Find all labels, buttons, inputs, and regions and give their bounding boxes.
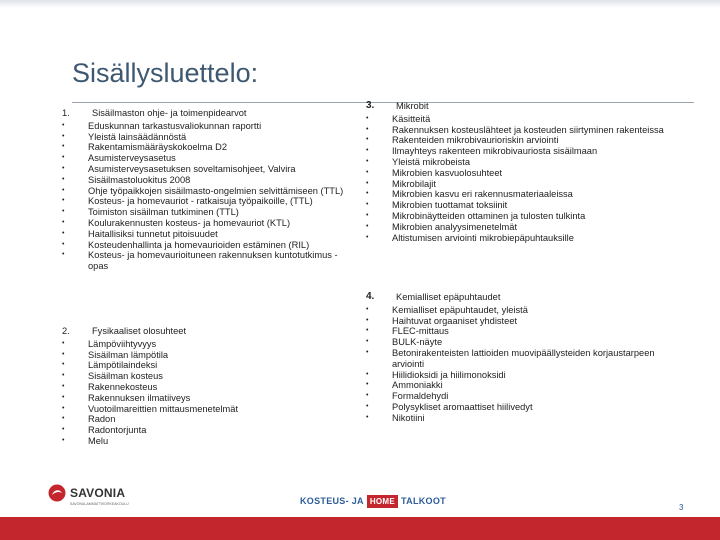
kosteus-home-talkoot-logo [300, 487, 446, 515]
list-item-text: Sisäilman lämpötila [88, 349, 169, 360]
list-item-text: Mikrobien tuottamat toksiinit [392, 200, 508, 211]
list-item [62, 153, 352, 164]
list-item-text: Mikrobien kasvuolosuhteet [392, 167, 503, 178]
list-item-text: Betonirakenteisten lattioiden muovipäällysteiden korjaustarpeen arviointi [392, 347, 655, 369]
list-item [366, 200, 666, 211]
bullet-icon: • [62, 415, 65, 423]
list-item [366, 157, 666, 168]
bullet-icon: • [366, 233, 369, 241]
list-item [366, 316, 666, 327]
section-2 [62, 326, 352, 447]
list-item [62, 218, 352, 229]
list-item-text: Rakennekosteus [88, 381, 158, 392]
section-1 [62, 108, 352, 272]
list-item-text: Rakennuksen kosteuslähteet ja kosteuden siirtyminen rakenteissa [392, 124, 664, 135]
list-item [366, 413, 666, 424]
section-header [62, 108, 352, 119]
list-item [366, 189, 666, 200]
list-item-text: Polysykliset aromaattiset hiilivedyt [392, 401, 533, 412]
list-item [366, 348, 666, 370]
bullet-icon: • [366, 201, 369, 209]
section-4 [366, 292, 666, 424]
list-item-text: Yleistä lainsäädännöstä [88, 131, 187, 142]
kh-logo-right: TALKOOT [401, 496, 446, 506]
list-item [62, 382, 352, 393]
bullet-icon: • [366, 211, 369, 219]
list-item [366, 402, 666, 413]
section-header [366, 292, 666, 303]
section-3 [366, 101, 666, 243]
bullet-icon: • [366, 157, 369, 165]
savonia-name: SAVONIA [70, 486, 126, 500]
list-item [62, 196, 352, 207]
list-item-text: Eduskunnan tarkastusvaliokunnan raportti [88, 120, 262, 131]
bullet-icon: • [366, 338, 369, 346]
list-item-text: Sisäilmastoluokitus 2008 [88, 174, 191, 185]
bullet-icon: • [62, 218, 65, 226]
list-item [62, 132, 352, 143]
list-item [366, 391, 666, 402]
bullet-icon: • [366, 402, 369, 410]
item-list [366, 305, 666, 424]
list-item-text: Asumisterveysasetus [88, 153, 176, 164]
bullet-icon: • [62, 121, 65, 129]
list-item [366, 326, 666, 337]
bottom-bar [0, 517, 720, 540]
bullet-icon: • [366, 413, 369, 421]
bullet-icon: • [62, 208, 65, 216]
list-item [366, 380, 666, 391]
bullet-icon: • [62, 175, 65, 183]
bullet-icon: • [366, 168, 369, 176]
item-list [62, 339, 352, 447]
savonia-subtitle: SAVONIA-AMMATTIKORKEAKOULU [70, 502, 129, 506]
list-item-text: Lämpötilaindeksi [88, 360, 158, 371]
list-item-text: Kosteudenhallinta ja homevaurioiden estäminen (RIL) [88, 239, 310, 250]
bullet-icon: • [62, 186, 65, 194]
list-item [62, 142, 352, 153]
list-item-text: Kosteus- ja homevaurioituneen rakennuksen kuntotutkimus -opas [88, 250, 338, 272]
bullet-icon: • [366, 114, 369, 122]
list-item [62, 175, 352, 186]
section-number: 3. [366, 100, 375, 111]
list-item-text: Ammoniakki [392, 380, 443, 391]
bullet-icon: • [366, 392, 369, 400]
list-item [62, 250, 352, 272]
list-item-text: BULK-näyte [392, 337, 443, 348]
bullet-icon: • [366, 381, 369, 389]
list-item [62, 186, 352, 197]
list-item-text: Yleistä mikrobeista [392, 156, 471, 167]
list-item-text: Radontorjunta [88, 425, 147, 436]
bullet-icon: • [366, 222, 369, 230]
section-number: 4. [366, 291, 375, 302]
list-item [62, 360, 352, 371]
list-item [62, 121, 352, 132]
section-header [62, 326, 352, 337]
list-item [62, 371, 352, 382]
kh-logo-house: HOME [367, 495, 398, 508]
item-list [62, 121, 352, 272]
list-item-text: Rakenteiden mikrobivaurioriskin arviointi [392, 135, 559, 146]
bullet-icon: • [366, 190, 369, 198]
list-item-text: Lämpöviihtyvyys [88, 338, 157, 349]
bullet-icon: • [366, 125, 369, 133]
list-item [366, 179, 666, 190]
bullet-icon: • [62, 426, 65, 434]
bullet-icon: • [62, 251, 65, 259]
list-item-text: Rakennuksen ilmatiiveys [88, 392, 191, 403]
bullet-icon: • [366, 179, 369, 187]
bullet-icon: • [62, 197, 65, 205]
list-item-text: Ilmayhteys rakenteen mikrobivauriosta sisäilmaan [392, 146, 598, 157]
list-item [366, 114, 666, 125]
bullet-icon: • [366, 316, 369, 324]
item-list [366, 114, 666, 244]
list-item [366, 370, 666, 381]
section-heading: Fysikaaliset olosuhteet [92, 326, 187, 336]
list-item-text: Mikrobilajit [392, 178, 436, 189]
list-item [62, 436, 352, 447]
bullet-icon: • [62, 229, 65, 237]
bullet-icon: • [366, 348, 369, 356]
list-item-text: Rakentamismääräyskokoelma D2 [88, 142, 227, 153]
kh-logo-left: KOSTEUS- JA [300, 496, 364, 506]
list-item [62, 404, 352, 415]
bullet-icon: • [62, 132, 65, 140]
bullet-icon: • [62, 404, 65, 412]
bullet-icon: • [62, 393, 65, 401]
list-item [366, 337, 666, 348]
list-item [366, 135, 666, 146]
bullet-icon: • [62, 436, 65, 444]
bullet-icon: • [366, 305, 369, 313]
list-item [366, 146, 666, 157]
section-header [366, 101, 666, 112]
list-item-text: Toimiston sisäilman tutkiminen (TTL) [88, 207, 239, 218]
list-item [366, 305, 666, 316]
list-item-text: FLEC-mittaus [392, 326, 449, 337]
list-item [62, 393, 352, 404]
list-item-text: Asumisterveysasetuksen soveltamisohjeet, Valvira [88, 163, 296, 174]
list-item [62, 339, 352, 350]
list-item [366, 233, 666, 244]
bullet-icon: • [62, 361, 65, 369]
list-item-text: Käsitteitä [392, 113, 431, 124]
bullet-icon: • [62, 164, 65, 172]
bullet-icon: • [366, 147, 369, 155]
list-item-text: Radon [88, 414, 116, 425]
list-item-text: Mikrobinäytteiden ottaminen ja tulosten tulkinta [392, 210, 586, 221]
list-item [366, 125, 666, 136]
top-band [0, 0, 720, 8]
list-item-text: Koulurakennusten kosteus- ja homevauriot (KTL) [88, 217, 291, 228]
list-item-text: Vuotoilmareittien mittausmenetelmät [88, 403, 239, 414]
bullet-icon: • [366, 327, 369, 335]
list-item-text: Ohje työpaikkojen sisäilmasto-ongelmien selvittämiseen (TTL) [88, 185, 344, 196]
list-item-text: Nikotiini [392, 412, 425, 423]
list-item-text: Mikrobien analyysimenetelmät [392, 221, 518, 232]
list-item-text: Kosteus- ja homevauriot - ratkaisuja työpaikoille, (TTL) [88, 196, 313, 207]
list-item-text: Haitallisiksi tunnetut pitoisuudet [88, 228, 218, 239]
list-item [62, 164, 352, 175]
section-heading: Kemialliset epäpuhtaudet [396, 292, 501, 302]
list-item-text: Mikrobien kasvu eri rakennusmateriaaleissa [392, 189, 573, 200]
bullet-icon: • [62, 240, 65, 248]
list-item [366, 222, 666, 233]
list-item [366, 168, 666, 179]
list-item-text: Sisäilman kosteus [88, 371, 163, 382]
bullet-icon: • [366, 136, 369, 144]
bullet-icon: • [62, 339, 65, 347]
savonia-logo [48, 484, 125, 502]
list-item [62, 229, 352, 240]
list-item-text: Formaldehydi [392, 391, 449, 402]
section-number: 1. [62, 108, 70, 118]
page-number: 3 [679, 503, 684, 512]
list-item [62, 425, 352, 436]
list-item-text: Altistumisen arviointi mikrobiepäpuhtauksille [392, 232, 574, 243]
list-item [62, 207, 352, 218]
bullet-icon: • [62, 350, 65, 358]
section-heading: Sisäilmaston ohje- ja toimenpidearvot [92, 108, 247, 118]
list-item [62, 414, 352, 425]
list-item-text: Kemialliset epäpuhtaudet, yleistä [392, 304, 528, 315]
bullet-icon: • [62, 154, 65, 162]
savonia-emblem-icon [48, 484, 66, 502]
bullet-icon: • [62, 372, 65, 380]
list-item [62, 350, 352, 361]
list-item-text: Haihtuvat orgaaniset yhdisteet [392, 315, 518, 326]
section-number: 2. [62, 326, 70, 336]
bullet-icon: • [62, 143, 65, 151]
page-title: Sisällysluettelo: [72, 58, 259, 88]
list-item-text: Melu [88, 435, 109, 446]
section-heading: Mikrobit [396, 101, 429, 111]
bullet-icon: • [62, 382, 65, 390]
list-item [366, 211, 666, 222]
bullet-icon: • [366, 370, 369, 378]
list-item-text: Hiilidioksidi ja hiilimonoksidi [392, 369, 506, 380]
list-item [62, 240, 352, 251]
